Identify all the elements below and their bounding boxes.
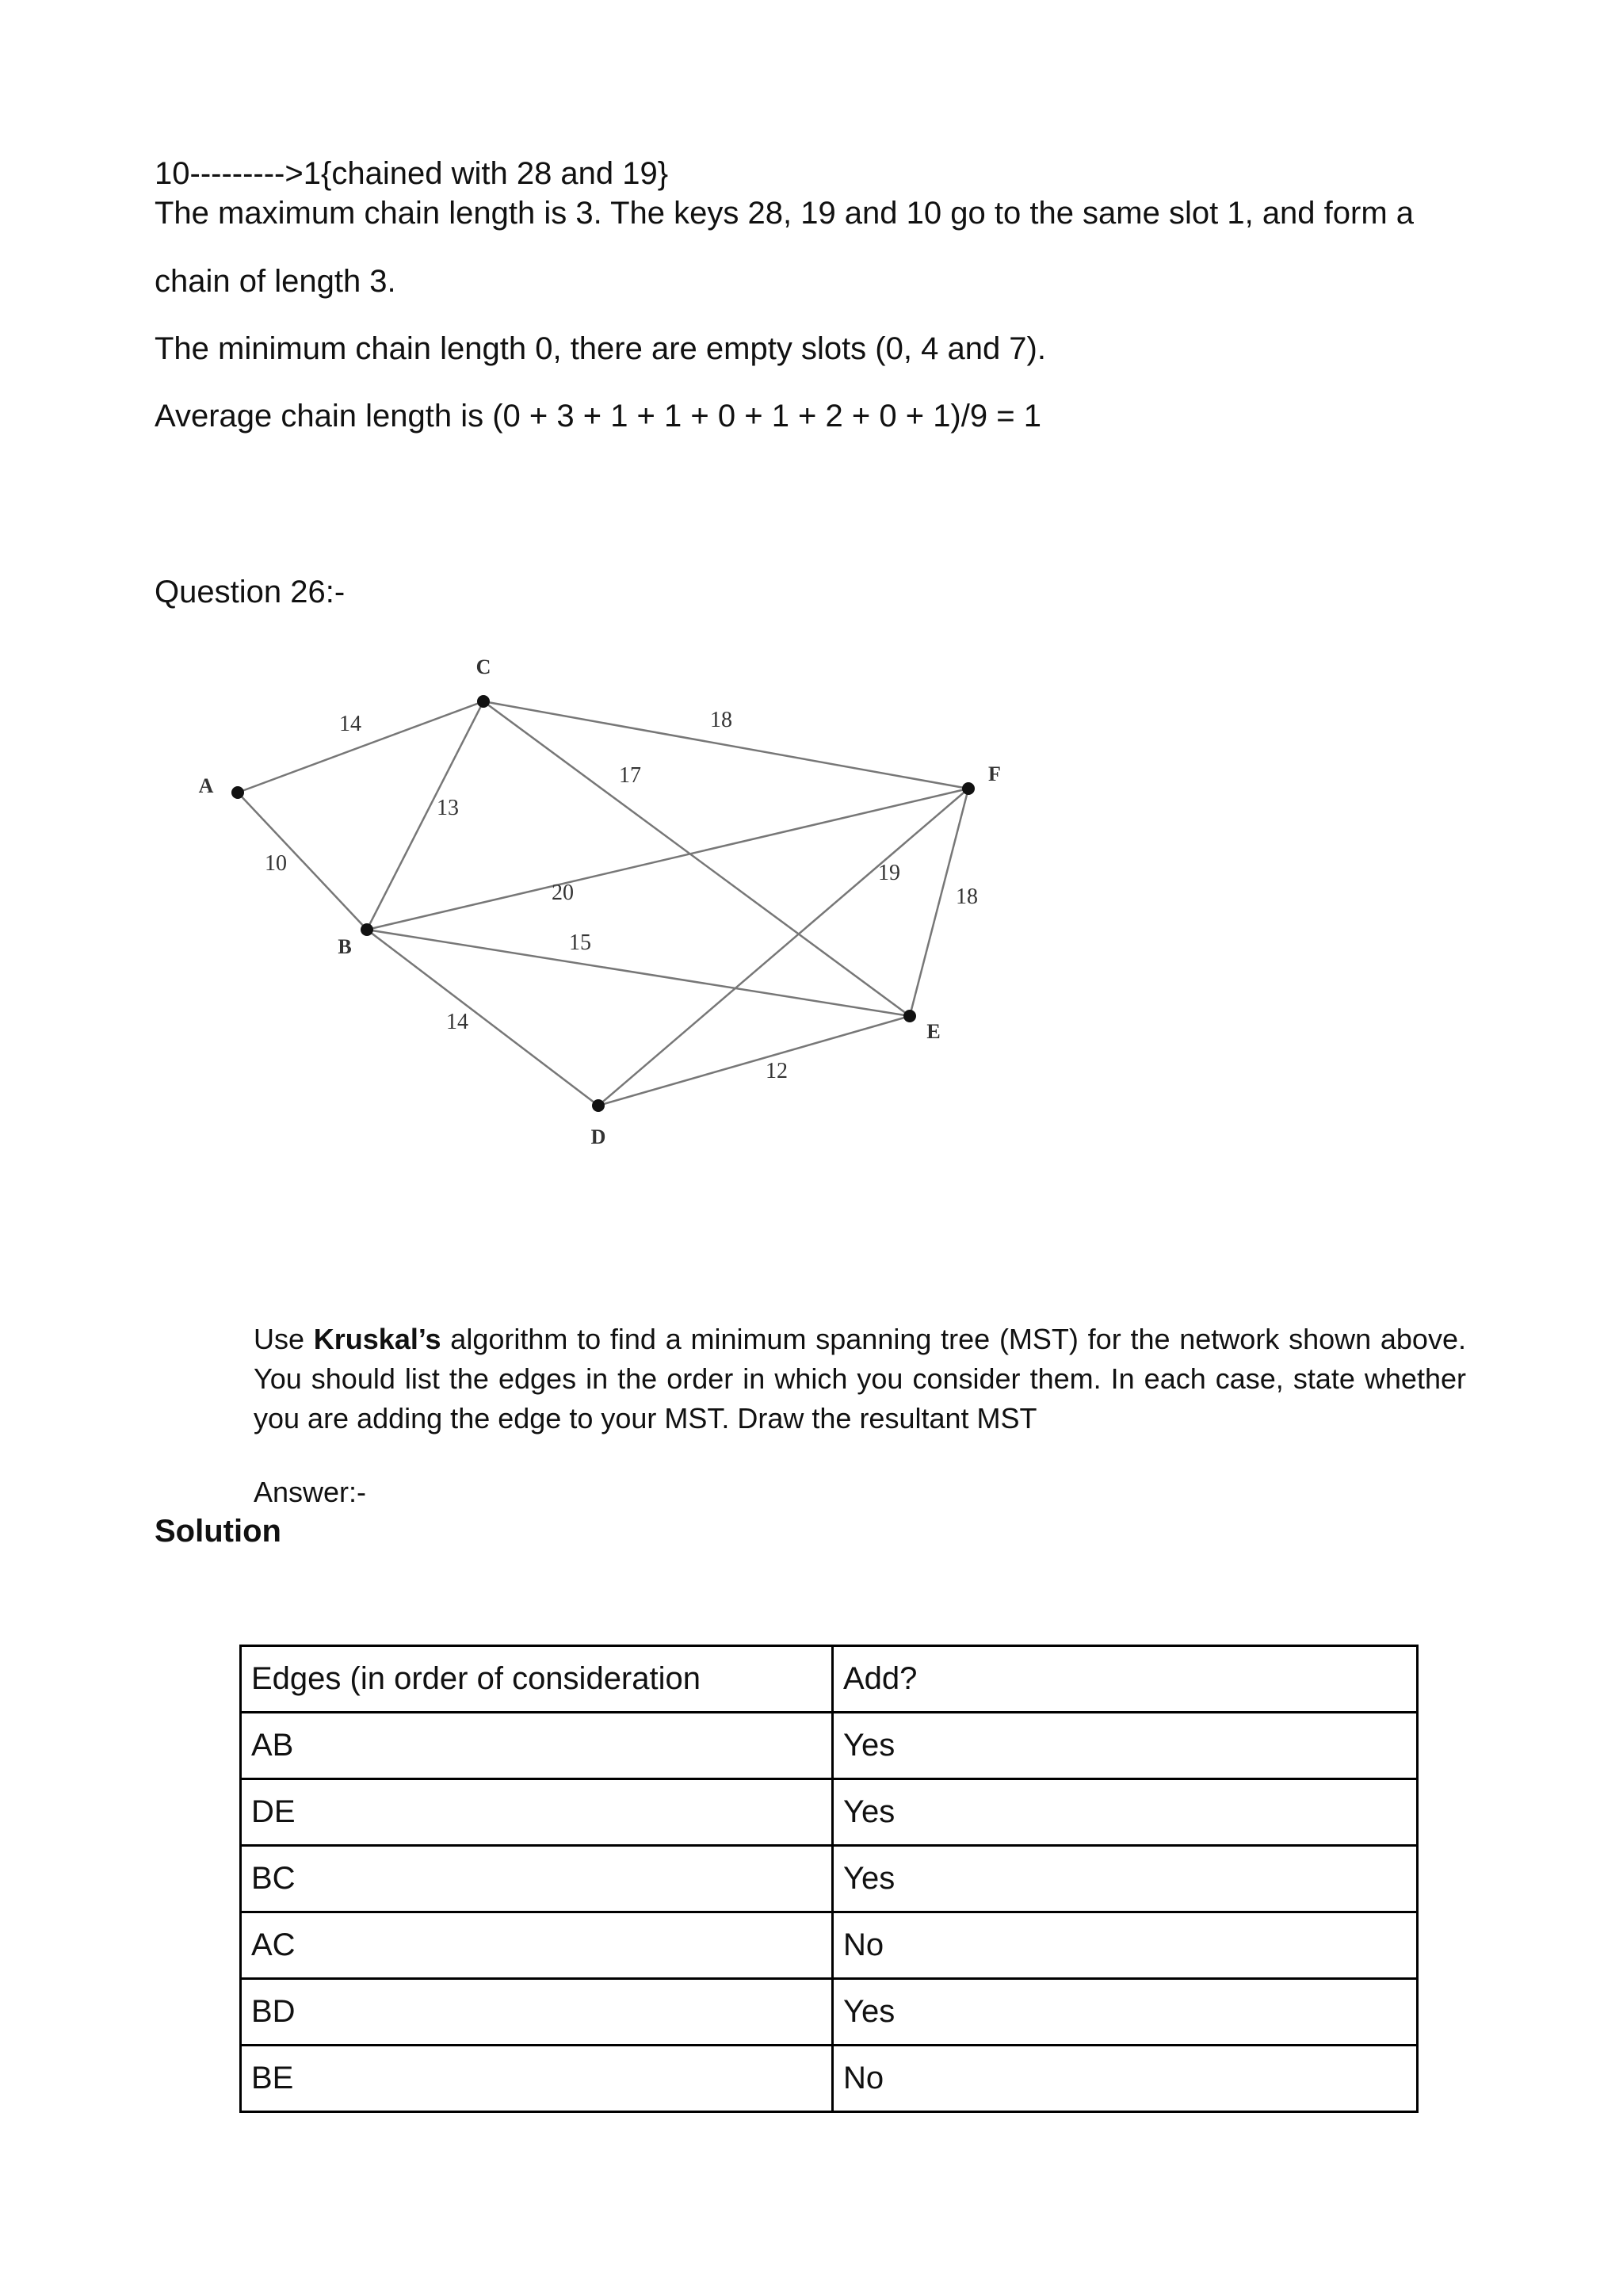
edge-BD <box>367 930 598 1106</box>
table-row <box>241 1713 1418 1779</box>
header-edges: Edges (in order of consideration <box>241 1646 833 1713</box>
edge-weight-EF: 18 <box>956 884 978 909</box>
question-text <box>254 1320 1466 1438</box>
kruskal-bold: Kruskal’s <box>313 1323 441 1355</box>
add-cell: Yes <box>833 1846 1418 1912</box>
table-row <box>241 1912 1418 1979</box>
table-row <box>241 1779 1418 1846</box>
node-label-B: B <box>338 935 352 958</box>
edge-BC <box>367 701 483 930</box>
edge-cell: BD <box>241 1979 833 2046</box>
node-label-C: C <box>475 655 491 678</box>
edge-cell: AC <box>241 1912 833 1979</box>
question-text-before: Use <box>254 1323 314 1355</box>
add-cell: Yes <box>833 1779 1418 1846</box>
edge-weight-AB: 10 <box>265 851 287 876</box>
add-cell: Yes <box>833 1713 1418 1779</box>
edge-cell: AB <box>241 1713 833 1779</box>
edge-weight-BD: 14 <box>446 1010 468 1034</box>
node-label-F: F <box>988 762 1001 785</box>
text-line-3: chain of length 3. <box>155 264 396 299</box>
edge-DF <box>598 789 968 1106</box>
question-heading: Question 26:- <box>155 575 346 609</box>
edge-weight-BF: 20 <box>552 881 574 905</box>
edge-BE <box>367 930 910 1016</box>
edge-weight-BC: 13 <box>437 796 459 820</box>
table-row <box>241 1846 1418 1912</box>
edge-weight-CE: 17 <box>619 763 641 788</box>
node-label-D: D <box>590 1125 606 1148</box>
header-add: Add? <box>833 1646 1418 1713</box>
edge-weight-DF: 19 <box>878 861 900 885</box>
edge-weight-DE: 12 <box>766 1059 788 1083</box>
add-cell: Yes <box>833 1979 1418 2046</box>
node-F <box>962 782 975 795</box>
text-line-1: 10--------->1{chained with 28 and 19} <box>155 156 669 191</box>
network-graph <box>174 650 1086 1157</box>
edge-CE <box>483 701 910 1016</box>
edge-cell: BC <box>241 1846 833 1912</box>
text-line-2: The maximum chain length is 3. The keys 28, 19 and 10 go to the same slot 1, and form a <box>155 196 1415 231</box>
node-B <box>361 923 373 936</box>
node-D <box>592 1099 605 1112</box>
node-label-E: E <box>926 1020 941 1043</box>
edge-cell: BE <box>241 2046 833 2112</box>
edge-DE <box>598 1016 910 1106</box>
solution-table <box>239 1645 1419 2113</box>
node-label-A: A <box>198 774 214 797</box>
edge-weight-CF: 18 <box>710 708 732 732</box>
add-cell: No <box>833 2046 1418 2112</box>
add-cell: No <box>833 1912 1418 1979</box>
table-header-row <box>241 1646 1418 1713</box>
edge-AB <box>238 793 367 930</box>
node-E <box>903 1010 916 1022</box>
answer-label: Answer:- <box>254 1476 367 1508</box>
table-row <box>241 1979 1418 2046</box>
text-line-4: The minimum chain length 0, there are empty slots (0, 4 and 7). <box>155 331 1046 366</box>
solution-title: Solution <box>155 1514 281 1549</box>
text-line-5: Average chain length is (0 + 3 + 1 + 1 + 0 + 1 + 2 + 0 + 1)/9 = 1 <box>155 399 1041 434</box>
edge-weight-AC: 14 <box>339 712 361 736</box>
node-A <box>231 786 244 799</box>
edge-weight-BE: 15 <box>569 930 591 955</box>
question-text-after: algorithm to find a minimum spanning tree (MST) for the network shown above. You should list the edges in the order in which you consider them. In each case, state whether you are adding the edge to your MST. Draw the resultant MST <box>254 1323 1466 1435</box>
edge-cell: DE <box>241 1779 833 1846</box>
table-row <box>241 2046 1418 2112</box>
node-C <box>477 695 490 708</box>
